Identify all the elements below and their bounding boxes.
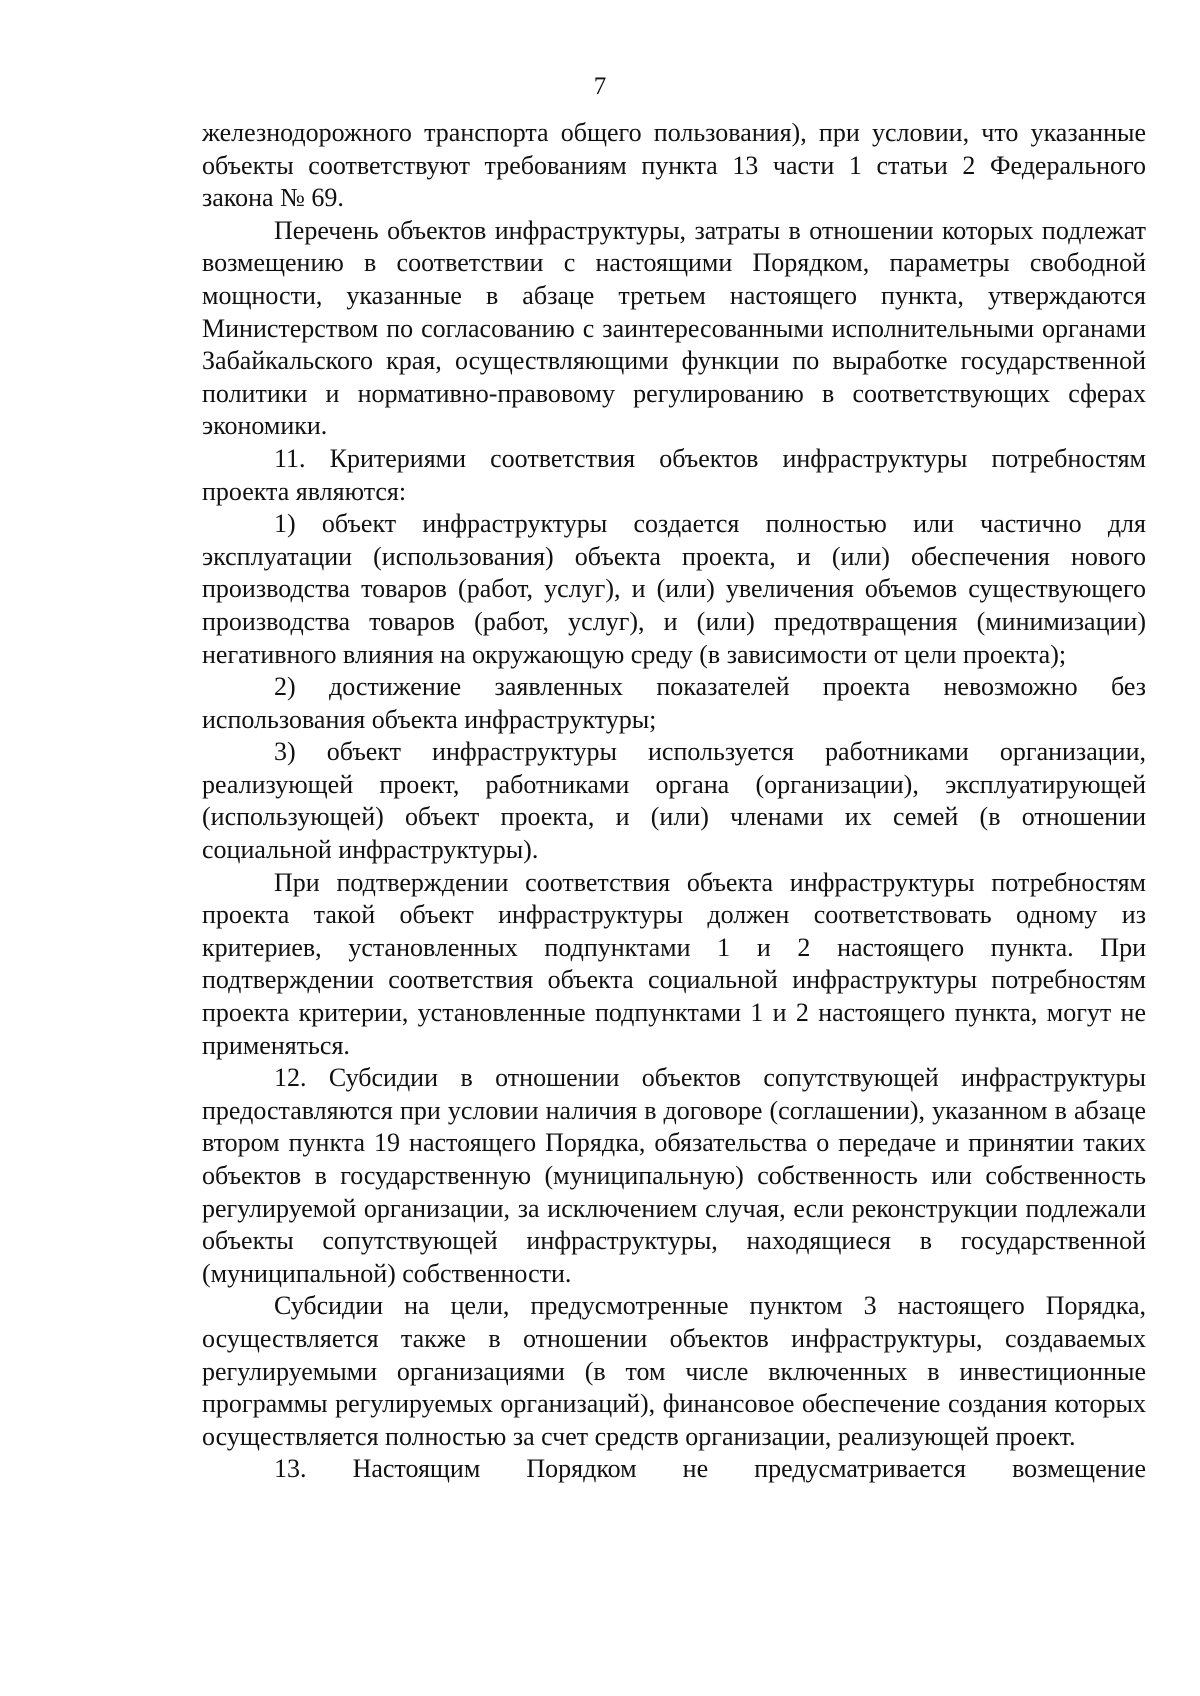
paragraph-subitem-1: 1) объект инфраструктуры создается полностью или частично для эксплуатации (использования) объекта проекта, и (или) обеспечения нового производства товаров (работ, услуг), и (или) увеличения объемов существующего производства товаров (работ, услуг), и (или) предотвращения (минимизации) негативного влияния на окружающую среду (в зависимости от цели проекта); <box>202 509 1146 669</box>
paragraph-item-12: 12. Субсидии в отношении объектов сопутствующей инфраструктуры предоставляются при условии наличия в договоре (соглашении), указанном в абзаце втором пункта 19 настоящего Порядка, обязательства о передаче и принятии таких объектов в государственную (муниципальную) собственность или собственность регулируемой организации, за исключением случая, если реконструкции подлежали объекты сопутствующей инфраструктуры, находящиеся в государственной (муниципальной) собственности. <box>202 1063 1146 1288</box>
paragraph-confirmation: При подтверждении соответствия объекта инфраструктуры потребностям проекта такой объект инфраструктуры должен соответствовать одному из критериев, установленных подпунктами 1 и 2 настоящего пункта. При подтверждении соответствия объекта социальной инфраструктуры потребностям проекта критерии, установленные подпунктами 1 и 2 настоящего пункта, могут не применяться. <box>202 867 1146 1060</box>
document-body <box>202 117 1146 1486</box>
paragraph-item-11: 11. Критериями соответствия объектов инфраструктуры потребностям проекта являются: <box>202 443 1146 506</box>
page-number: 7 <box>593 73 607 100</box>
paragraph-item-13: 13. Настоящим Порядком не предусматривается возмещение <box>274 1454 1146 1484</box>
paragraph-infrastructure-list: Перечень объектов инфраструктуры, затраты в отношении которых подлежат возмещению в соответствии с настоящими Порядком, параметры свободной мощности, указанные в абзаце третьем настоящего пункта, утверждаются Министерством по согласованию с заинтересованными исполнительными органами Забайкальского края, осуществляющими функции по выработке государственной политики и нормативно-правовому регулированию в соответствующих сферах экономики. <box>202 215 1146 441</box>
paragraph-subitem-2: 2) достижение заявленных показателей проекта невозможно без использования объекта инфраструктуры; <box>202 672 1146 734</box>
paragraph-subitem-3: 3) объект инфраструктуры используется работниками организации, реализующей проект, работниками органа (организации), эксплуатирующей (использующей) объект проекта, и (или) членами их семей (в отношении социальной инфраструктуры). <box>202 737 1146 865</box>
paragraph-continuation-railway: железнодорожного транспорта общего пользования), при условии, что указанные объекты соответствуют требованиям пункта 13 части 1 статьи 2 Федерального закона № 69. <box>202 118 1146 213</box>
paragraph-subsidies-purpose: Субсидии на цели, предусмотренные пунктом 3 настоящего Порядка, осуществляется также в отношении объектов инфраструктуры, создаваемых регулируемыми организациями (в том числе включенных в инвестиционные программы регулируемых организаций), финансовое обеспечение создания которых осуществляется полностью за счет средств организации, реализующей проект. <box>202 1291 1146 1451</box>
